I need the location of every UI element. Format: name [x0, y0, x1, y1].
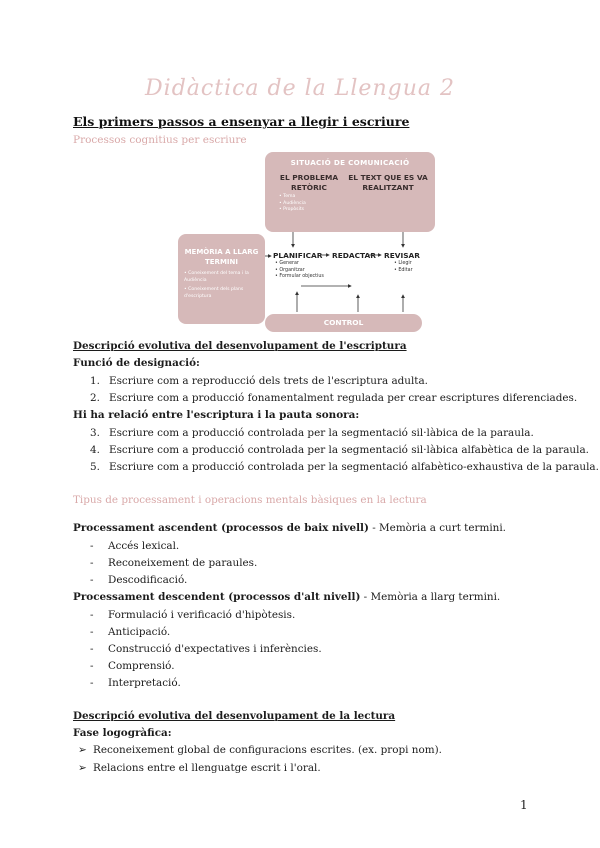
- list-item: 4. Escriure com a producció controlada per la segmentació sil·làbica alfabètica de la paraula.: [90, 444, 589, 456]
- problem-item: • Tema: [279, 194, 296, 199]
- reading-evolution-heading: Descripció evolutiva del desenvolupament de la lectura: [73, 710, 396, 722]
- list-item: - Construcció d'expectatives i inferències.: [90, 643, 322, 655]
- redact-label: REDACTAR: [332, 251, 376, 260]
- list-item: ➢ Relacions entre el llenguatge escrit i l'oral.: [78, 762, 321, 774]
- list-item: - Reconeixement de paraules.: [90, 557, 258, 569]
- control-label: CONTROL: [323, 318, 364, 327]
- problem-item: • Propòsits: [279, 207, 305, 212]
- memory-title: MEMÒRIA A LLARG TERMINI: [184, 248, 259, 266]
- page-number: 1: [520, 798, 528, 812]
- memory-item: • Coneixement del tema i la Audiència: [184, 271, 249, 283]
- problem-title: EL PROBLEMA RETÒRIC: [279, 173, 339, 192]
- list-item: 1. Escriure com a reproducció dels trets de l'escriptura adulta.: [90, 375, 428, 387]
- arrow-bullet-icon: ➢: [78, 762, 87, 774]
- list-item: 5. Escriure com a producció controlada per la segmentació alfabètico-exhaustiva de la paraula.: [90, 461, 599, 473]
- list-item: 3. Escriure com a producció controlada per la segmentació sil·làbica de la paraula.: [90, 427, 534, 439]
- list-item: - Interpretació.: [90, 677, 181, 689]
- planify-item: • Generar: [275, 261, 299, 266]
- section-heading: Els primers passos a ensenyar a llegir i escriure: [73, 114, 410, 129]
- arrow-bullet-icon: ➢: [78, 744, 87, 756]
- logographic-phase-title: Fase logogràfica:: [73, 727, 172, 739]
- list-item: - Anticipació.: [90, 626, 171, 638]
- text-title: EL TEXT QUE ES VA REALITZANT: [348, 173, 428, 192]
- planify-label: PLANIFICAR: [273, 251, 323, 260]
- descending-processing: Processament descendent (processos d'alt nivell) - Memòria a llarg termini.: [73, 591, 501, 603]
- list-item: - Formulació i verificació d'hipòtesis.: [90, 609, 296, 621]
- memory-item: • Coneixement dels plans d'escriptura: [184, 287, 244, 299]
- ascending-processing: Processament ascendent (processos de baix nivell) - Memòria a curt termini.: [73, 522, 506, 534]
- review-item: • Editar: [394, 267, 413, 273]
- diagram-arrows: [175, 152, 435, 334]
- planify-item: • Formular objectius: [275, 274, 324, 279]
- list-item: ➢ Reconeixement global de configuracions escrites. (ex. propi nom).: [78, 744, 442, 756]
- list-item: - Accés lexical.: [90, 540, 180, 552]
- situation-title: SITUACIÓ DE COMUNICACIÓ: [290, 158, 410, 167]
- writing-process-diagram: [175, 152, 435, 334]
- review-label: REVISAR: [384, 251, 420, 260]
- list-item: - Comprensió.: [90, 660, 175, 672]
- problem-item: • Audiència: [279, 200, 306, 206]
- review-item: • Llegir: [394, 261, 412, 266]
- sound-relation-title: Hi ha relació entre l'escriptura i la pauta sonora:: [73, 409, 360, 421]
- planify-item: • Organitzar: [275, 267, 305, 273]
- page-title: Didàctica de la Llengua 2: [145, 76, 455, 101]
- writing-evolution-heading: Descripció evolutiva del desenvolupament de l'escriptura: [73, 340, 407, 352]
- designation-title: Funció de designació:: [73, 357, 200, 369]
- list-item: - Descodificació.: [90, 574, 188, 586]
- section-subheading: Processos cognitius per escriure: [73, 134, 247, 146]
- reading-processes-subheading: Tipus de processament i operacions mentals bàsiques en la lectura: [73, 494, 427, 506]
- list-item: 2. Escriure com a producció fonamentalment regulada per crear escriptures diferenciades.: [90, 392, 578, 404]
